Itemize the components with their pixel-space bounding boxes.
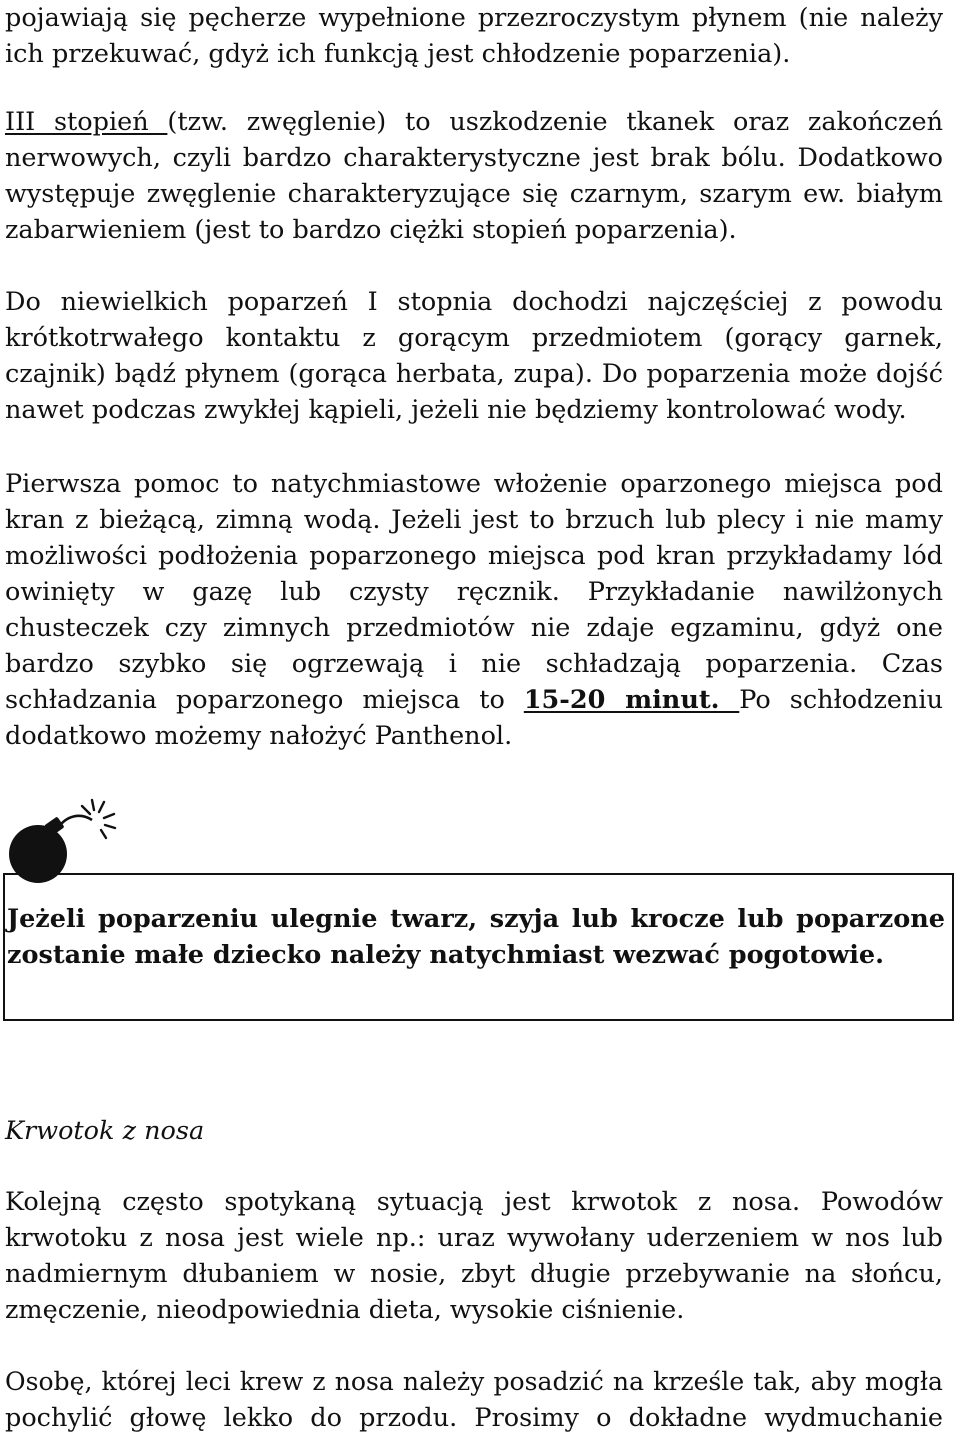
paragraph-third-degree [5,104,943,248]
paragraph-first-aid [5,466,943,754]
text-line: Do niewielkich poparzeń I stopnia dochodzi najczęściej z powodu [5,287,943,317]
cooling-time-highlight: 15-20 minut. [523,685,740,715]
text-fragment: (tzw. zwęglenie) to uszkodzenie tkanek oraz zakończeń [167,107,943,137]
paragraph-nosebleed-causes [5,1184,943,1328]
text-line: bardzo szybko się ogrzewają i nie schładzają poparzenia. Czas [5,649,943,679]
paragraph-first-degree-causes [5,284,943,428]
text-fragment: Po schłodzeniu [739,685,943,715]
text-line: nawet podczas zwykłej kąpieli, jeżeli nie będziemy kontrolować wody. [5,395,907,425]
warning-box [3,873,954,1021]
text-line: nerwowych, czyli bardzo charakterystyczne jest brak bólu. Dodatkowo [5,143,943,173]
text-fragment: schładzania poparzonego miejsca to [5,685,524,715]
section-title-nosebleed: Krwotok z nosa [5,1116,205,1146]
text-line: owinięty w gazę lub czysty ręcznik. Przykładanie nawilżonych [5,577,943,607]
text-line: pojawiają się pęcherze wypełnione przezroczystym płynem (nie należy [5,3,943,33]
paragraph-blisters [5,0,943,72]
warning-text [7,901,945,973]
text-line: chusteczek czy zimnych przedmiotów nie zdaje egzaminu, gdyż one [5,613,943,643]
text-line: Pierwsza pomoc to natychmiastowe włożenie oparzonego miejsca pod [5,469,943,499]
degree-heading: III stopień [5,107,168,137]
text-line: pochylić głowę lekko do przodu. Prosimy o dokładne wydmuchanie [5,1403,943,1433]
text-line: krwotoku z nosa jest wiele np.: uraz wywołany uderzeniem w nos lub [5,1223,943,1253]
text-line: kran z bieżącą, zimną wodą. Jeżeli jest to brzuch lub plecy i nie mamy [5,505,943,535]
text-line [5,104,943,140]
text-line: zostanie małe dziecko należy natychmiast wezwać pogotowie. [7,940,885,970]
paragraph-nosebleed-aid [5,1364,943,1436]
text-line: zmęczenie, nieodpowiednia dieta, wysokie ciśnienie. [5,1295,685,1325]
text-line: Jeżeli poparzeniu ulegnie twarz, szyja lub krocze lub poparzone [7,904,945,934]
text-line: krótkotrwałego kontaktu z gorącym przedmiotem (gorący garnek, [5,323,943,353]
text-line: Osobę, której leci krew z nosa należy posadzić na krześle tak, aby mogła [5,1367,943,1396]
bomb-icon [6,798,118,884]
text-line: dodatkowo możemy nałożyć Panthenol. [5,721,513,751]
text-line: zabarwieniem (jest to bardzo ciężki stopień poparzenia). [5,215,737,245]
text-line: ich przekuwać, gdyż ich funkcją jest chłodzenie poparzenia). [5,39,791,69]
text-line: występuje zwęglenie charakteryzujące się czarnym, szarym ew. białym [5,179,943,209]
text-line: nadmiernym dłubaniem w nosie, zbyt długie przebywanie na słońcu, [5,1259,943,1289]
text-line [5,682,943,718]
text-line: Kolejną często spotykaną sytuacją jest krwotok z nosa. Powodów [5,1187,943,1217]
text-line: możliwości podłożenia poparzonego miejsca pod kran przykładamy lód [5,541,943,571]
text-line: czajnik) bądź płynem (gorąca herbata, zupa). Do poparzenia może dojść [5,359,943,389]
